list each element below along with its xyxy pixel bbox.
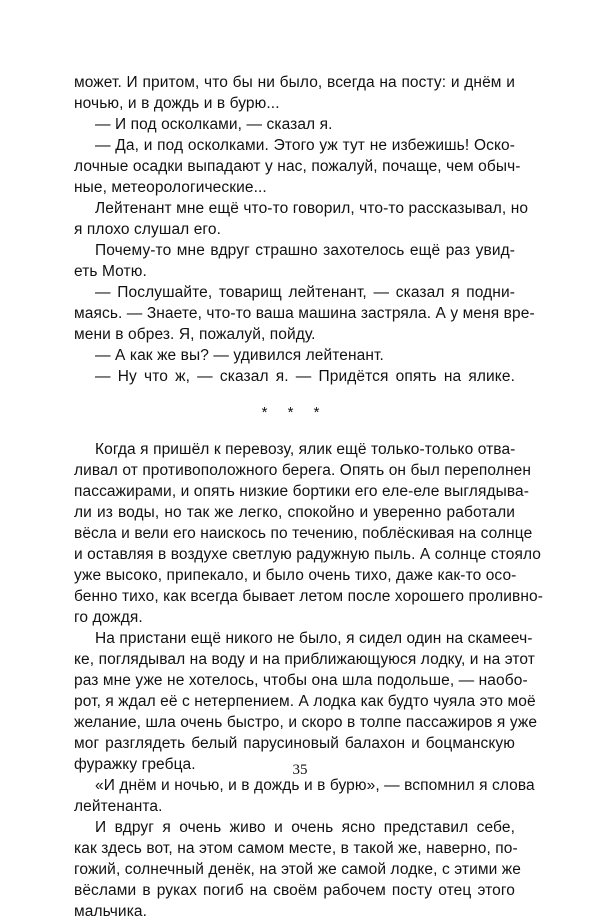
text-line: На пристани ещё никого не было, я сидел один на скамееч-	[95, 630, 533, 647]
text-block-bottom	[74, 439, 544, 922]
text-line: лейтенанта.	[74, 798, 163, 815]
text-line: мог разглядеть белый парусиновый балахон и боцманскую	[74, 735, 515, 752]
text-line: мальчика.	[74, 903, 148, 920]
text-line: еть Мотю.	[74, 263, 147, 280]
text-line: — Послушайте, товарищ лейтенант, — сказал я подни-	[95, 284, 515, 301]
text-line: фуражку гребца.	[74, 756, 196, 773]
text-line: бенно тихо, как всегда бывает летом после хорошего проливно-	[74, 588, 544, 605]
text-line: как здесь вот, на этом самом месте, в такой же, наверно, по-	[74, 840, 518, 857]
text-line: И вдруг я очень живо и очень ясно представил себе,	[95, 819, 515, 836]
text-line: может. И притом, что бы ни было, всегда на посту: и днём и	[74, 74, 515, 91]
text-line: гожий, солнечный денёк, на этой же самой лодке, с этими же	[74, 861, 521, 878]
text-line: ливал от противоположного берега. Опять он был переполнен	[74, 462, 531, 479]
text-block-top	[74, 72, 535, 387]
text-line: раз мне уже не хотелось, чтобы она шла подольше, — наобо-	[74, 672, 528, 689]
text-line: и оставляя в воздухе светлую радужную пыль. А солнце стояло	[74, 546, 542, 563]
text-line: вёсла и вели его наискось по течению, поблёскивая на солнце	[74, 525, 533, 542]
text-line: мени в обрез. Я, пожалуй, пойду.	[74, 326, 316, 343]
text-line: «И днём и ночью, и в дождь и в бурю», — вспомнил я слова	[95, 777, 535, 794]
text-line: я плохо слушал его.	[74, 221, 221, 238]
text-line: ке, поглядывал на воду и на приближающуюся лодку, и на этот	[74, 651, 536, 668]
text-line: Когда я пришёл к перевозу, ялик ещё только-только отва-	[95, 441, 516, 458]
text-line: желание, шла очень быстро, и скоро в толпе пассажиров я уже	[74, 714, 538, 731]
text-line: рот, я ждал её с нетерпением. А лодка как будто чуяла это моё	[74, 693, 536, 710]
text-line: пассажирами, и опять низкие бортики его еле-еле выглядыва-	[74, 483, 529, 500]
text-line: — А как же вы? — удивился лейтенант.	[95, 347, 384, 364]
text-line: — Ну что ж, — сказал я. — Придётся опять на ялике.	[95, 368, 515, 385]
text-line: лочные осадки выпадают у нас, пожалуй, почаще, чем обыч-	[74, 158, 521, 175]
book-page	[74, 72, 544, 922]
text-line: ли из воды, но так же легко, спокойно и уверенно работали	[74, 504, 515, 521]
text-line: — Да, и под осколками. Этого уж тут не избежишь! Оско-	[95, 137, 515, 154]
text-line: Лейтенант мне ещё что-то говорил, что-то рассказывал, но	[95, 200, 529, 217]
text-line: го дождя.	[74, 609, 143, 626]
page-number: 35	[292, 762, 308, 778]
text-line: уже высоко, припекало, и было очень тихо, даже как-то осо-	[74, 567, 517, 584]
text-line: маясь. — Знаете, что-то ваша машина застряла. А у меня вре-	[74, 305, 535, 322]
text-line: вёслами в руках погиб на своём рабочем посту отец этого	[74, 882, 515, 899]
text-line: ночью, и в дождь и в бурю...	[74, 95, 280, 112]
text-line: Почему-то мне вдруг страшно захотелось ещё раз увид-	[95, 242, 515, 259]
text-line: ные, метеорологические...	[74, 179, 267, 196]
section-separator: * * *	[261, 404, 328, 421]
text-line: — И под осколками, — сказал я.	[95, 116, 333, 133]
